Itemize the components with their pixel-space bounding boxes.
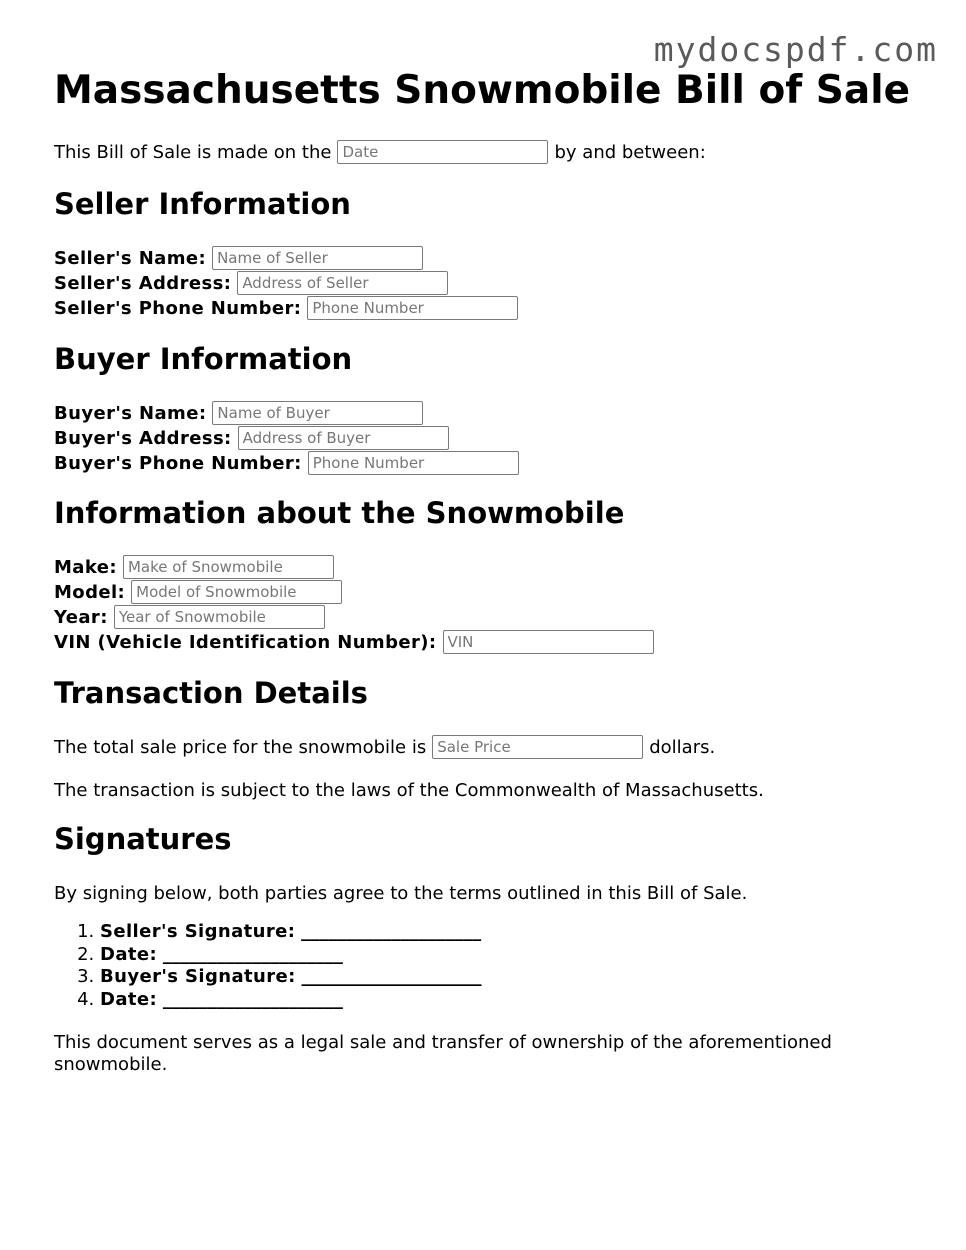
buyer-signature-item [100, 966, 481, 989]
intro-before: This Bill of Sale is made on the [54, 141, 332, 163]
buyer-date-item [100, 989, 481, 1012]
seller-address-row [54, 270, 454, 296]
date-input[interactable] [337, 140, 548, 164]
buyer-address-label: Buyer's Address: [54, 427, 232, 449]
vin-label: VIN (Vehicle Identification Number): [54, 631, 437, 653]
make-row [54, 554, 340, 580]
watermark: mydocspdf.com [653, 30, 938, 69]
seller-signature-line: ____________________ [301, 921, 482, 942]
price-before: The total sale price for the snowmobile is [54, 736, 427, 758]
price-after: dollars. [649, 736, 716, 758]
transaction-heading: Transaction Details [54, 676, 368, 710]
sale-price-input[interactable] [432, 735, 643, 759]
buyer-phone-input[interactable] [308, 451, 519, 475]
seller-phone-row [54, 295, 524, 321]
seller-date-label: Date: [100, 943, 158, 965]
year-row [54, 604, 331, 630]
buyer-name-row [54, 400, 429, 426]
seller-signature-label: Seller's Signature: [100, 921, 296, 942]
snowmobile-heading: Information about the Snowmobile [54, 496, 625, 530]
seller-phone-label: Seller's Phone Number: [54, 297, 302, 319]
year-label: Year: [54, 606, 108, 628]
buyer-name-label: Buyer's Name: [54, 402, 207, 424]
seller-address-label: Seller's Address: [54, 272, 232, 294]
seller-signature-item [100, 921, 481, 944]
page-title: Massachusetts Snowmobile Bill of Sale [54, 68, 911, 113]
vin-row [54, 629, 660, 655]
closing-text: This document serves as a legal sale and transfer of ownership of the aforementioned snowmobile. [54, 1032, 832, 1075]
make-label: Make: [54, 556, 117, 578]
price-line [54, 734, 715, 760]
buyer-phone-label: Buyer's Phone Number: [54, 452, 302, 474]
model-row [54, 579, 348, 605]
seller-heading: Seller Information [54, 187, 351, 221]
vin-input[interactable] [443, 630, 654, 654]
make-input[interactable] [123, 555, 334, 579]
seller-name-input[interactable] [212, 246, 423, 270]
seller-name-label: Seller's Name: [54, 247, 207, 269]
seller-name-row [54, 245, 429, 271]
signature-list [54, 921, 481, 1011]
signatures-intro: By signing below, both parties agree to the terms outlined in this Bill of Sale. [54, 882, 748, 904]
buyer-address-row [54, 425, 455, 451]
buyer-signature-label: Buyer's Signature: [100, 966, 296, 987]
model-label: Model: [54, 581, 126, 603]
intro-line [54, 139, 706, 165]
law-text: The transaction is subject to the laws of the Commonwealth of Massachusetts. [54, 779, 764, 801]
buyer-date-label: Date: [100, 988, 158, 1010]
buyer-phone-row [54, 450, 525, 476]
buyer-heading: Buyer Information [54, 342, 353, 376]
signatures-heading: Signatures [54, 822, 232, 856]
buyer-address-input[interactable] [238, 426, 449, 450]
seller-date-line: ____________________ [162, 943, 343, 965]
buyer-signature-line: ____________________ [301, 966, 482, 987]
buyer-date-line: ____________________ [162, 988, 343, 1010]
buyer-name-input[interactable] [212, 401, 423, 425]
model-input[interactable] [131, 580, 342, 604]
seller-address-input[interactable] [237, 271, 448, 295]
year-input[interactable] [114, 605, 325, 629]
seller-phone-input[interactable] [307, 296, 518, 320]
seller-date-item [100, 944, 481, 967]
intro-after: by and between: [554, 141, 706, 163]
